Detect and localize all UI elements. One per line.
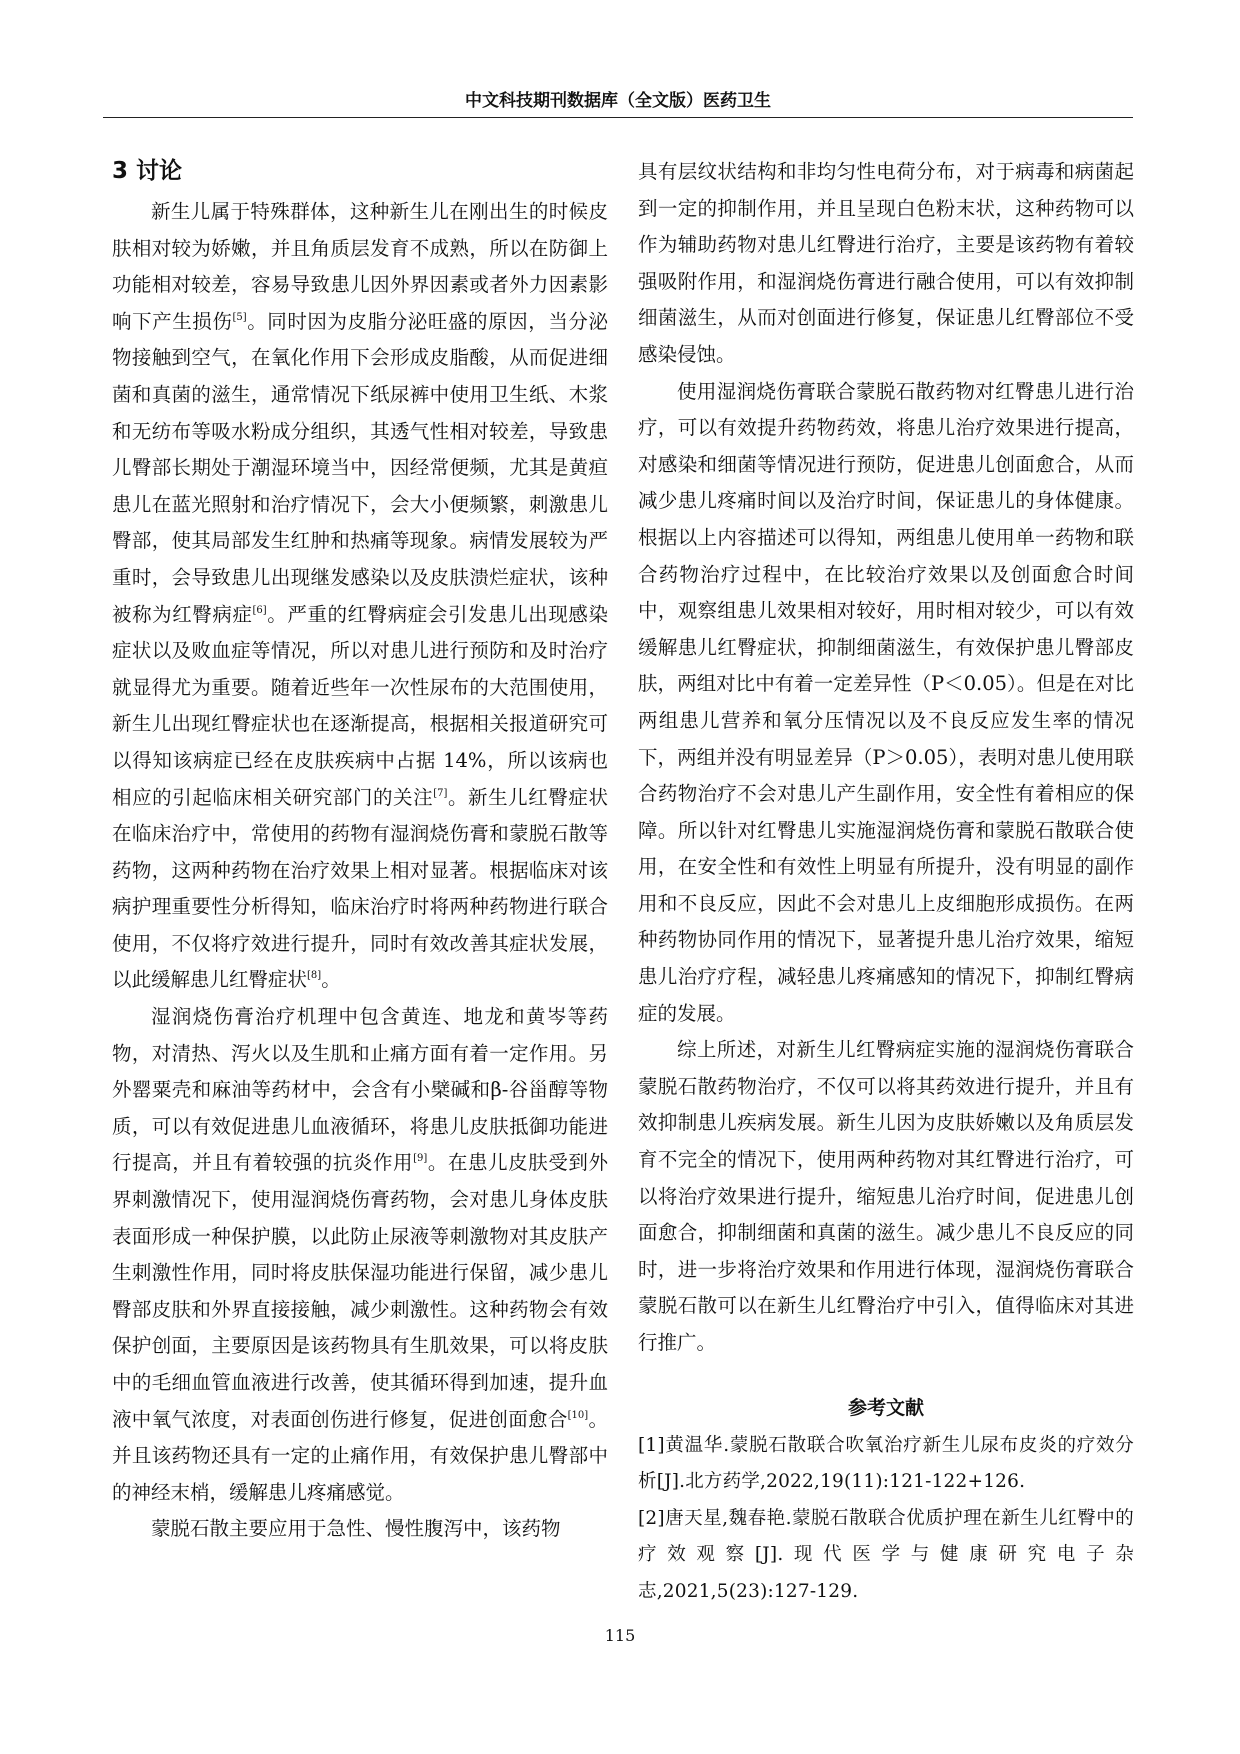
text-run: 。同时因为皮脂分泌旺盛的原因，当分泌物接触到空气，在氧化作用下会形成皮脂酸，从而促进细菌和真菌的滋生，通常情况下纸尿裤中使用卫生纸、木浆和无纺布等吸水粉成分组织，其透气性相对较差，导致患儿臀部长期处于潮湿环境当中，因经常便频，尤其是黄疸患儿在蓝光照射和治疗情况下，会大小便频繁，刺激患儿臀部，使其局部发生红肿和热痛等现象。病情发展较为严重时，会导致患儿出现继发感染以及皮肤溃烂症状，该种被称为红臀病症 [112, 309, 608, 626]
text-run: 湿润烧伤膏治疗机理中包含黄连、地龙和黄岑等药物，对清热、泻火以及生肌和止痛方面有着一定作用。另外罂粟壳和麻油等药材中，会含有小檗碱和β-谷甾醇等物质，可以有效促进患儿血液循环，将患儿皮肤抵御功能进行提高，并且有着较强的抗炎作用 [112, 1005, 608, 1175]
text-run: 。严重的红臀病症会引发患儿出现感染症状以及败血症等情况，所以对患儿进行预防和及时治疗就显得尤为重要。随着近些年一次性尿布的大范围使用，新生儿出现红臀症状也在逐渐提高，根据相关报道研究可以得知该病症已经在皮肤疾病中占据 14%，所以该病也相应的引起临床相关研究部门的关注 [112, 602, 608, 809]
reference-item: [2]唐天星,魏春艳.蒙脱石散联合优质护理在新生儿红臀中的疗效观察[J].现代医学与健康研究电子杂志,2021,5(23):127-129. [638, 1507, 1134, 1602]
citation: [5] [232, 311, 247, 323]
text-run: 。在患儿皮肤受到外界刺激情况下，使用湿润烧伤膏药物，会对患儿身体皮肤表面形成一种保护膜，以此防止尿液等刺激物对其皮肤产生刺激性作用，同时将皮肤保湿功能进行保留，减少患儿臀部皮肤和外界直接接触，减少刺激性。这种药物会有效保护创面，主要原因是该药物具有生肌效果，可以将皮肤中的毛细血管血液进行改善，使其循环得到加速，提升血液中氧气浓度，对表面创伤进行修复，促进创面愈合 [112, 1151, 608, 1431]
text-run: 。并且该药物还具有一定的止痛作用，有效保护患儿臀部中的神经末梢，缓解患儿疼痛感觉。 [112, 1407, 608, 1504]
section-title: 3 讨论 [112, 158, 183, 184]
citation: [9] [413, 1153, 428, 1165]
paragraph: 使用湿润烧伤膏联合蒙脱石散药物对红臀患儿进行治疗，可以有效提升药物药效，将患儿治疗效果进行提高，对感染和细菌等情况进行预防，促进患儿创面愈合，从而减少患儿疼痛时间以及治疗时间，保证患儿的身体健康。根据以上内容描述可以得知，两组患儿使用单一药物和联合药物治疗过程中，在比较治疗效果以及创面愈合时间中，观察组患儿效果相对较好，用时相对较少，可以有效缓解患儿红臀症状，抑制细菌滋生，有效保护患儿臀部皮肤，两组对比中有着一定差异性（P＜0.05）。但是在对比两组患儿营养和氧分压情况以及不良反应发生率的情况下，两组并没有明显差异（P＞0.05），表明对患儿使用联合药物治疗不会对患儿产生副作用，安全性有着相应的保障。所以针对红臀患儿实施湿润烧伤膏和蒙脱石散联合使用，在安全性和有效性上明显有所提升，没有明显的副作用和不良反应，因此不会对患儿上皮细胞形成损伤。在两种药物协同作用的情况下，显著提升患儿治疗效果，缩短患儿治疗疗程，减轻患儿疼痛感知的情况下，抑制红臀病症的发展。 [638, 379, 1134, 1025]
references-title: 参考文献 [847, 1396, 924, 1419]
citation: [10] [567, 1409, 589, 1421]
page-number: 115 [604, 1626, 636, 1645]
left-column [112, 148, 608, 1548]
paragraph: 综上所述，对新生儿红臀病症实施的湿润烧伤膏联合蒙脱石散药物治疗，不仅可以将其药效进行提升，并且有效抑制患儿疾病发展。新生儿因为皮肤娇嫩以及角质层发育不完全的情况下，使用两种药物对其红臀进行治疗，可以将治疗效果进行提升，缩短患儿治疗时间，促进患儿创面愈合，抑制细菌和真菌的滋生。减少患儿不良反应的同时，进一步将治疗效果和作用进行体现，湿润烧伤膏联合蒙脱石散可以在新生儿红臀治疗中引入，值得临床对其进行推广。 [638, 1038, 1134, 1354]
paragraph [112, 194, 608, 999]
paragraph: 蒙脱石散主要应用于急性、慢性腹泻中，该药物 [151, 1517, 561, 1541]
journal-header: 中文科技期刊数据库（全文版）医药卫生 [465, 91, 771, 111]
right-column [638, 154, 1134, 1611]
text-run: 新生儿属于特殊群体，这种新生儿在刚出生的时候皮肤相对较为娇嫩，并且角质层发育不成熟，所以在防御上功能相对较差，容易导致患儿因外界因素或者外力因素影响下产生损伤 [112, 200, 608, 333]
header-divider [103, 117, 1133, 118]
citation: [7] [433, 787, 448, 799]
text-run: 。新生儿红臀症状在临床治疗中，常使用的药物有湿润烧伤膏和蒙脱石散等药物，这两种药物在治疗效果上相对显著。根据临床对该病护理重要性分析得知，临床治疗时将两种药物进行联合使用，不仅将疗效进行提升，同时有效改善其症状发展，以此缓解患儿红臀症状 [112, 785, 608, 992]
citation: [6] [252, 604, 267, 616]
paragraph: 具有层纹状结构和非均匀性电荷分布，对于病毒和病菌起到一定的抑制作用，并且呈现白色粉末状，这种药物可以作为辅助药物对患儿红臀进行治疗，主要是该药物有着较强吸附作用，和湿润烧伤膏进行融合使用，可以有效抑制细菌滋生，从而对创面进行修复，保证患儿红臀部位不受感染侵蚀。 [638, 160, 1134, 366]
citation: [8] [307, 970, 322, 982]
text-run: 。 [321, 968, 341, 992]
paragraph [112, 999, 608, 1511]
reference-item: [1]黄温华.蒙脱石散联合吹氧治疗新生儿尿布皮炎的疗效分析[J].北方药学,2022,19(11):121-122+126. [638, 1434, 1134, 1493]
